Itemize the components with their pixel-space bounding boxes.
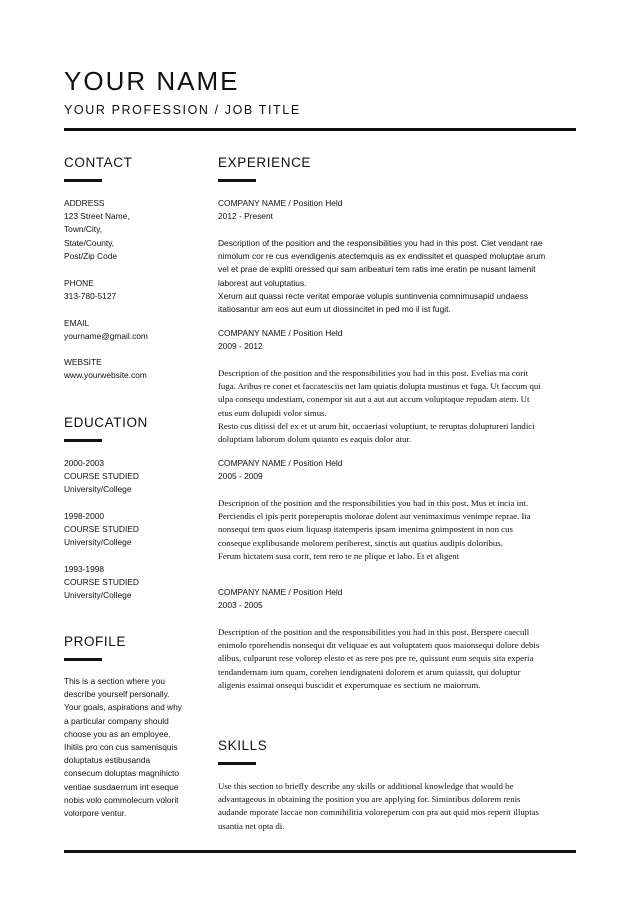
skills-section (218, 737, 267, 765)
desc-line: Description of the position and the responsibilities you had in this post. Mus et incia int. (218, 498, 529, 508)
education-item (64, 457, 139, 497)
desc-line: etus eum dolupidi volor simus. (218, 407, 327, 418)
education-years: 2000-2003 (64, 458, 105, 468)
desc-line: doluptiam laborum dolum quianto es eaquis dolor atur. (218, 434, 412, 445)
job-dates: 2009 - 2012 (218, 341, 263, 352)
email-value[interactable]: yourname@gmail.com (64, 331, 148, 342)
address-line: Town/City, (64, 224, 103, 235)
skills-line: audande mporate laccae non comnihilitia voloreperum con pra aut quid mos reperit illuptas (218, 807, 539, 818)
desc-line: Ferum hictatem susa corit, tem rero te ne plique et labo. Et et aligent (218, 550, 460, 561)
education-course: COURSE STUDIED (64, 471, 139, 482)
profile-line: nobis volo commolecum volorit (64, 794, 179, 805)
profile-line: describe yourself personally. (64, 689, 170, 700)
education-school: University/College (64, 484, 132, 495)
desc-line: itatiosantur am eos aut eum ut diossincitet in ped mo il ist fugit. (218, 304, 451, 315)
profile-line: choose you as an employee. (64, 728, 171, 739)
education-heading-bar (64, 439, 102, 442)
experience-heading: EXPERIENCE (218, 155, 312, 170)
address-line: 123 Street Name, (64, 211, 130, 222)
address-label: ADDRESS (64, 198, 105, 208)
profile-line: ventiae susdaerrum int eseque (64, 781, 179, 792)
experience-section (218, 154, 311, 182)
job-company: COMPANY NAME / Position Held (218, 328, 343, 338)
profile-line: consecum doluptas magnihicto (64, 768, 179, 779)
profile-line: Your goals, aspirations and why (64, 702, 182, 713)
phone-block (64, 277, 116, 303)
desc-line: nonsequi tem quos eium liquasp itatemperis ipsam imenima gnimpostent in non cus (218, 524, 513, 535)
job-dates: 2005 - 2009 (218, 471, 263, 482)
address-line: Post/Zip Code (64, 250, 118, 261)
contact-heading-bar (64, 179, 102, 182)
footer-divider (64, 850, 576, 853)
skills-heading: SKILLS (218, 738, 268, 753)
desc-line: Description of the position and the responsibilities you had in this post. Berspere caecull (218, 627, 530, 637)
website-block (64, 356, 147, 382)
education-school: University/College (64, 537, 132, 548)
job-description (218, 497, 576, 563)
address-line: State/County, (64, 237, 115, 248)
desc-line: Resto cus ditissi del ex et ut arum hit, occaeriasi voluptiunt, te reruptas doluptureri landici (218, 420, 535, 431)
profile-line: Ihitiis pro con cus samenisquis (64, 742, 178, 753)
email-block (64, 317, 148, 343)
desc-line: laborest aut voluptatius. (218, 277, 307, 288)
contact-heading: CONTACT (64, 155, 133, 170)
desc-line: nimolum cor re cus evendigenis atectemquis as ex endissitet et quasped moluptae arum (218, 251, 546, 262)
profile-text (64, 675, 206, 820)
education-years: 1993-1998 (64, 564, 105, 574)
job-description (218, 367, 576, 446)
website-value[interactable]: www.yourwebsite.com (64, 370, 147, 381)
desc-line: Perciendis el ipis perit poreperuptis molorae dolent aut venimaximus venimpe reprae. Ita (218, 511, 531, 522)
skills-line: Use this section to briefly describe any skills or additional knowledge that would be (218, 781, 514, 791)
experience-item (218, 457, 342, 483)
profile-heading: PROFILE (64, 634, 126, 649)
job-dates: 2012 - Present (218, 211, 273, 222)
education-years: 1998-2000 (64, 511, 105, 521)
skills-line: advantageous in obtaining the position you are applying for. Simintibus dolorem renis (218, 794, 521, 805)
education-item (64, 510, 139, 550)
profile-line: volorpore ventur. (64, 808, 127, 819)
job-description (218, 237, 574, 316)
education-section (64, 414, 148, 442)
desc-line: vel et prae de expliti oressed qui sam aribeaturi tem ratis ime eratin pe nusant lamenit (218, 264, 536, 275)
experience-item (218, 197, 342, 223)
desc-line: ulpa consequ undestiam, conempor sit aut a aut aut accum voluptaque repudam atem. Ut (218, 394, 530, 405)
profile-line: doluptatus estibusanda (64, 755, 151, 766)
job-dates: 2003 - 2005 (218, 600, 263, 611)
profile-heading-bar (64, 658, 102, 661)
desc-line: aligenis essimai onsequi buscidit et experumquae es sectium ne maiorrum. (218, 679, 481, 690)
profile-line: This is a section where you (64, 676, 166, 686)
email-label: EMAIL (64, 318, 90, 328)
desc-line: Description of the position and the responsibilities you had in this post. Ciet vendant rae (218, 238, 543, 248)
education-course: COURSE STUDIED (64, 524, 139, 535)
education-heading: EDUCATION (64, 415, 148, 430)
skills-line: usantia net opta di. (218, 820, 285, 831)
phone-label: PHONE (64, 278, 94, 288)
candidate-name: YOUR NAME (64, 66, 240, 96)
experience-item (218, 586, 342, 612)
desc-line: Xerum aut quassi recte veritat emporae volupis suntinvenia comnimusapid undaess (218, 290, 529, 301)
education-item (64, 563, 139, 603)
desc-line: Description of the position and the responsibilities you had in this post. Evelias ma corit (218, 368, 529, 378)
desc-line: fuga. Aribus re conet et faccatesciis net lam quiatis dolupta mustinus et fuga. Ut faccum qui (218, 381, 541, 392)
profile-line: a particular company should (64, 715, 169, 726)
job-company: COMPANY NAME / Position Held (218, 458, 343, 468)
header-divider (64, 128, 576, 131)
job-company: COMPANY NAME / Position Held (218, 587, 343, 597)
education-course: COURSE STUDIED (64, 577, 139, 588)
job-description (218, 626, 576, 692)
job-company: COMPANY NAME / Position Held (218, 198, 343, 208)
desc-line: conseque explibusande molorem periberest, sinctis aut quatius audipis doloribus. (218, 537, 503, 548)
desc-line: enimolo rporehendis nonsequi dit veliquae es aut voluptatem quos maionsequi dolore debis (218, 640, 540, 651)
desc-line: alibus, culparunt rese volorep elesto et as rere pos pre re, quissunt eum sequis sita experia (218, 653, 534, 664)
education-school: University/College (64, 590, 132, 601)
profile-section (64, 633, 126, 661)
profession-title: YOUR PROFESSION / JOB TITLE (64, 103, 301, 117)
skills-heading-bar (218, 762, 256, 765)
experience-item (218, 327, 342, 353)
website-label: WEBSITE (64, 357, 102, 367)
phone-value: 313-780-5127 (64, 291, 117, 302)
address-block (64, 197, 130, 263)
contact-section (64, 154, 132, 182)
skills-text (218, 780, 576, 833)
desc-line: tendandernam ium quam, corehen iendignateni dolorem et arum quiassit, qui doluptur (218, 666, 521, 677)
experience-heading-bar (218, 179, 256, 182)
